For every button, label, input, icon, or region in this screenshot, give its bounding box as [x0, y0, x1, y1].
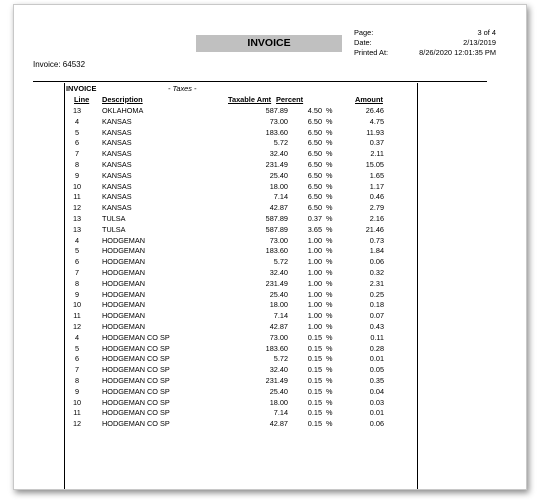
description-cell: HODGEMAN CO SP — [102, 419, 170, 429]
taxable-amount-cell: 183.60 — [265, 127, 288, 137]
taxable-amount-cell: 7.14 — [273, 311, 288, 321]
page-label: Page: — [354, 28, 374, 37]
line-cell: 5 — [74, 246, 80, 256]
line-cell: 12 — [72, 321, 82, 331]
column-header-taxable: Taxable Amt — [228, 95, 272, 104]
description-cell: KANSAS — [102, 170, 132, 180]
taxable-amount-cell: 25.40 — [269, 386, 288, 396]
description-cell: HODGEMAN — [102, 235, 145, 245]
amount-cell: 0.01 — [369, 408, 384, 418]
amount-cell: 0.18 — [369, 300, 384, 310]
date-label: Date: — [354, 38, 372, 47]
table-row — [14, 171, 526, 182]
table-row — [14, 333, 526, 344]
percent-symbol: % — [326, 138, 333, 148]
amount-cell: 11.93 — [366, 127, 384, 137]
amount-cell: 0.05 — [369, 365, 384, 375]
table-row — [14, 117, 526, 128]
percent-cell: 6.50 — [307, 192, 322, 202]
amount-cell: 26.46 — [365, 106, 384, 115]
description-cell: HODGEMAN — [102, 257, 145, 267]
line-cell: 13 — [72, 106, 82, 115]
percent-cell: 0.15 — [307, 365, 322, 375]
description-cell: KANSAS — [102, 127, 132, 137]
percent-symbol: % — [326, 311, 333, 321]
amount-cell: 2.16 — [369, 213, 384, 223]
percent-symbol: % — [326, 278, 333, 288]
table-row — [14, 149, 526, 160]
line-cell: 4 — [74, 116, 80, 126]
amount-cell: 0.06 — [369, 257, 384, 267]
taxable-amount-cell: 183.60 — [265, 343, 288, 353]
line-cell: 6 — [74, 354, 80, 364]
printed-label: Printed At: — [354, 48, 389, 57]
table-row — [14, 257, 526, 268]
percent-symbol: % — [326, 343, 333, 353]
description-cell: KANSAS — [102, 116, 132, 126]
report-title: INVOICE — [196, 35, 342, 52]
line-cell: 8 — [74, 278, 80, 288]
taxable-amount-cell: 32.40 — [269, 267, 288, 277]
printed-value: 8/26/2020 12:01:35 PM — [419, 48, 496, 57]
description-cell: KANSAS — [102, 138, 132, 148]
description-cell: HODGEMAN — [102, 311, 145, 321]
table-row — [14, 279, 526, 290]
amount-cell: 21.46 — [365, 224, 384, 234]
amount-cell: 0.03 — [369, 397, 384, 407]
amount-cell: 1.17 — [369, 181, 384, 191]
table-row — [14, 128, 526, 139]
amount-cell: 2.11 — [370, 149, 384, 159]
percent-symbol: % — [326, 181, 333, 191]
description-cell: HODGEMAN — [102, 321, 145, 331]
percent-cell: 0.15 — [307, 343, 322, 353]
description-cell: HODGEMAN — [102, 278, 145, 288]
description-cell: HODGEMAN CO SP — [102, 354, 170, 364]
percent-cell: 1.00 — [307, 235, 322, 245]
amount-cell: 0.07 — [369, 311, 384, 321]
line-cell: 11 — [73, 311, 81, 321]
percent-cell: 6.50 — [307, 159, 322, 169]
table-row — [14, 236, 526, 247]
column-header-line: Line — [74, 95, 90, 104]
amount-cell: 0.06 — [369, 419, 384, 429]
taxable-amount-cell: 18.00 — [269, 397, 288, 407]
table-row — [14, 398, 526, 409]
percent-cell: 0.15 — [307, 408, 322, 418]
description-cell: TULSA — [102, 224, 126, 234]
taxable-amount-cell: 42.87 — [269, 419, 288, 429]
section-subheading: - Taxes - — [168, 84, 197, 93]
table-row — [14, 387, 526, 398]
taxable-amount-cell: 18.00 — [269, 300, 288, 310]
percent-symbol: % — [326, 321, 333, 331]
percent-cell: 1.00 — [307, 300, 322, 310]
line-cell: 8 — [74, 159, 80, 169]
percent-cell: 6.50 — [307, 127, 322, 137]
amount-cell: 1.84 — [369, 246, 384, 256]
amount-cell: 15.05 — [365, 159, 384, 169]
taxable-amount-cell: 42.87 — [269, 321, 288, 331]
description-cell: HODGEMAN CO SP — [102, 343, 170, 353]
percent-symbol: % — [326, 116, 333, 126]
description-cell: HODGEMAN CO SP — [102, 375, 170, 385]
column-header-description: Description — [102, 95, 143, 104]
line-cell: 7 — [74, 149, 80, 159]
percent-cell: 1.00 — [307, 321, 322, 331]
amount-cell: 0.43 — [369, 321, 384, 331]
taxable-amount-cell: 32.40 — [269, 365, 288, 375]
taxable-amount-cell: 587.89 — [265, 106, 288, 115]
description-cell: HODGEMAN — [102, 267, 145, 277]
line-cell: 6 — [74, 257, 80, 267]
line-cell: 4 — [74, 235, 80, 245]
description-cell: KANSAS — [102, 149, 132, 159]
percent-cell: 0.15 — [307, 375, 322, 385]
percent-cell: 0.37 — [307, 213, 322, 223]
amount-cell: 0.32 — [369, 267, 384, 277]
percent-symbol: % — [326, 170, 333, 180]
description-cell: KANSAS — [102, 159, 132, 169]
description-cell: HODGEMAN CO SP — [102, 365, 170, 375]
taxable-amount-cell: 5.72 — [273, 354, 288, 364]
description-cell: TULSA — [102, 213, 126, 223]
percent-cell: 0.15 — [307, 397, 322, 407]
table-row — [14, 268, 526, 279]
report-page — [13, 4, 527, 490]
percent-symbol: % — [326, 159, 333, 169]
description-cell: KANSAS — [102, 192, 132, 202]
taxable-amount-cell: 231.49 — [265, 375, 288, 385]
percent-cell: 0.15 — [307, 354, 322, 364]
amount-cell: 0.35 — [369, 375, 384, 385]
line-cell: 9 — [74, 289, 80, 299]
percent-cell: 0.15 — [307, 332, 322, 342]
taxable-amount-cell: 7.14 — [273, 408, 288, 418]
taxable-amount-cell: 42.87 — [269, 203, 288, 213]
amount-cell: 0.37 — [369, 138, 384, 148]
percent-symbol: % — [326, 192, 333, 202]
percent-cell: 6.50 — [307, 138, 322, 148]
taxable-amount-cell: 73.00 — [269, 235, 288, 245]
description-cell: OKLAHOMA — [102, 106, 144, 115]
amount-cell: 2.79 — [369, 203, 384, 213]
table-row — [14, 106, 526, 117]
table-row — [14, 311, 526, 322]
section-heading: INVOICE — [66, 84, 97, 93]
percent-symbol: % — [326, 354, 333, 364]
header-divider — [33, 81, 487, 82]
percent-cell: 1.00 — [307, 246, 322, 256]
line-cell: 7 — [74, 365, 80, 375]
tax-table-body — [14, 106, 526, 430]
line-cell: 10 — [72, 397, 82, 407]
description-cell: HODGEMAN CO SP — [102, 397, 170, 407]
taxable-amount-cell: 18.00 — [269, 181, 288, 191]
taxable-amount-cell: 25.40 — [269, 289, 288, 299]
percent-symbol: % — [326, 127, 333, 137]
percent-cell: 1.00 — [307, 311, 322, 321]
taxable-amount-cell: 587.89 — [265, 213, 288, 223]
table-row — [14, 290, 526, 301]
percent-symbol: % — [326, 106, 333, 115]
percent-symbol: % — [326, 332, 333, 342]
table-row — [14, 225, 526, 236]
line-cell: 9 — [74, 170, 80, 180]
description-cell: KANSAS — [102, 203, 132, 213]
line-cell: 10 — [72, 181, 82, 191]
amount-cell: 0.04 — [369, 386, 384, 396]
description-cell: KANSAS — [102, 181, 132, 191]
table-row — [14, 322, 526, 333]
column-header-percent: Percent — [276, 95, 304, 104]
percent-cell: 6.50 — [307, 181, 322, 191]
description-cell: HODGEMAN — [102, 289, 145, 299]
table-row — [14, 300, 526, 311]
amount-cell: 0.01 — [369, 354, 384, 364]
taxable-amount-cell: 73.00 — [269, 116, 288, 126]
percent-symbol: % — [326, 365, 333, 375]
percent-symbol: % — [326, 235, 333, 245]
table-row — [14, 182, 526, 193]
line-cell: 6 — [74, 138, 80, 148]
line-cell: 13 — [72, 213, 82, 223]
amount-cell: 0.11 — [370, 332, 384, 342]
line-cell: 11 — [73, 192, 81, 202]
table-row — [14, 354, 526, 365]
percent-symbol: % — [326, 386, 333, 396]
percent-symbol: % — [326, 289, 333, 299]
line-cell: 5 — [74, 127, 80, 137]
description-cell: HODGEMAN CO SP — [102, 332, 170, 342]
description-cell: HODGEMAN CO SP — [102, 408, 170, 418]
percent-cell: 4.50 — [307, 106, 322, 115]
amount-cell: 0.73 — [369, 235, 384, 245]
description-cell: HODGEMAN — [102, 246, 145, 256]
line-cell: 9 — [74, 386, 80, 396]
percent-cell: 3.65 — [307, 224, 322, 234]
amount-cell: 0.28 — [369, 343, 384, 353]
amount-cell: 2.31 — [369, 278, 384, 288]
amount-cell: 1.65 — [369, 170, 384, 180]
taxable-amount-cell: 5.72 — [273, 257, 288, 267]
percent-cell: 1.00 — [307, 267, 322, 277]
amount-cell: 4.75 — [369, 116, 384, 126]
date-value: 2/13/2019 — [463, 38, 496, 47]
amount-cell: 0.25 — [369, 289, 384, 299]
taxable-amount-cell: 7.14 — [273, 192, 288, 202]
taxable-amount-cell: 25.40 — [269, 170, 288, 180]
line-cell: 4 — [74, 332, 80, 342]
percent-symbol: % — [326, 267, 333, 277]
line-cell: 12 — [72, 203, 82, 213]
taxable-amount-cell: 231.49 — [265, 159, 288, 169]
percent-cell: 1.00 — [307, 257, 322, 267]
percent-symbol: % — [326, 213, 333, 223]
taxable-amount-cell: 183.60 — [265, 246, 288, 256]
percent-symbol: % — [326, 224, 333, 234]
line-cell: 12 — [72, 419, 82, 429]
table-row — [14, 138, 526, 149]
table-row — [14, 408, 526, 419]
percent-cell: 0.15 — [307, 419, 322, 429]
table-row — [14, 192, 526, 203]
page-value: 3 of 4 — [477, 28, 496, 37]
column-header-amount: Amount — [355, 95, 383, 104]
taxable-amount-cell: 231.49 — [265, 278, 288, 288]
line-cell: 10 — [72, 300, 82, 310]
percent-symbol: % — [326, 257, 333, 267]
taxable-amount-cell: 5.72 — [273, 138, 288, 148]
percent-symbol: % — [326, 300, 333, 310]
taxable-amount-cell: 73.00 — [269, 332, 288, 342]
percent-symbol: % — [326, 397, 333, 407]
table-row — [14, 160, 526, 171]
amount-cell: 0.46 — [369, 192, 384, 202]
line-cell: 7 — [74, 267, 80, 277]
invoice-number: Invoice: 64532 — [33, 60, 86, 69]
percent-cell: 1.00 — [307, 289, 322, 299]
description-cell: HODGEMAN — [102, 300, 145, 310]
table-row — [14, 246, 526, 257]
line-cell: 11 — [73, 408, 81, 418]
table-row — [14, 365, 526, 376]
table-row — [14, 203, 526, 214]
percent-symbol: % — [326, 246, 333, 256]
table-row — [14, 419, 526, 430]
table-row — [14, 214, 526, 225]
percent-symbol: % — [326, 375, 333, 385]
table-row — [14, 344, 526, 355]
table-row — [14, 376, 526, 387]
percent-cell: 6.50 — [307, 149, 322, 159]
description-cell: HODGEMAN CO SP — [102, 386, 170, 396]
taxable-amount-cell: 32.40 — [269, 149, 288, 159]
percent-symbol: % — [326, 203, 333, 213]
taxable-amount-cell: 587.89 — [265, 224, 288, 234]
percent-cell: 1.00 — [307, 278, 322, 288]
line-cell: 8 — [74, 375, 80, 385]
percent-cell: 0.15 — [307, 386, 322, 396]
percent-symbol: % — [326, 419, 333, 429]
percent-cell: 6.50 — [307, 170, 322, 180]
percent-symbol: % — [326, 149, 333, 159]
line-cell: 5 — [74, 343, 80, 353]
percent-cell: 6.50 — [307, 203, 322, 213]
line-cell: 13 — [72, 224, 82, 234]
percent-cell: 6.50 — [307, 116, 322, 126]
percent-symbol: % — [326, 408, 333, 418]
